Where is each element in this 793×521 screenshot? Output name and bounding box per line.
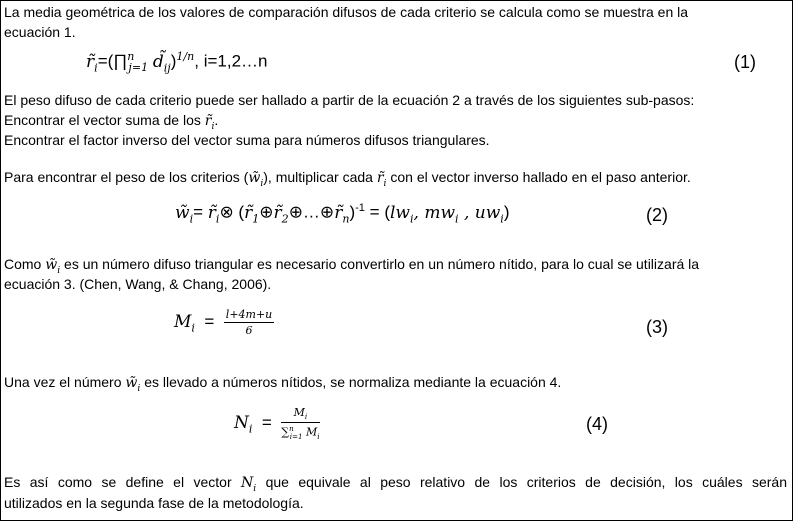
paragraph-3 (4, 167, 691, 194)
paragraph-6-line-2: utilizados en la segunda fase de la metodología. (4, 495, 304, 511)
equation-1-number: (1) (734, 52, 756, 72)
paragraph-4-line-2: ecuación 3. (Chen, Wang, & Chang, 2006). (4, 276, 272, 292)
n-i-symbol: $N_i$ (241, 475, 257, 494)
equation-4-number: (4) (586, 414, 608, 434)
equation-4: $N_i$ = $\frac{M_i}{\sum^n_{i=1} M_i}$ (234, 406, 320, 442)
equation-3-numerator: l+4m+u (225, 308, 273, 321)
paragraph-5-text-a: Una vez el número (4, 374, 126, 390)
equation-1-tail: , i=1,2…n (194, 51, 268, 71)
paragraph-1-line-1: La media geométrica de los valores de comparación difusos de cada criterio se calcula como se muestra en la (4, 4, 689, 20)
paragraph-3-text-c: con el vector inverso hallado en el paso anterior. (386, 169, 691, 185)
paragraph-5-text-b: es llevado a números nítidos, se normaliza mediante la ecuación 4. (140, 374, 562, 390)
equation-3-number: (3) (646, 317, 668, 337)
paragraph-1-line-2: ecuación 1. (4, 24, 76, 40)
paragraph-2-line-2: Encontrar el vector suma de los $r̃_i$. (4, 112, 219, 132)
paragraph-2-line-2-text: Encontrar el vector suma de los (4, 112, 205, 128)
r-tilde-symbol: $r̃_i$ (376, 170, 387, 189)
paragraph-4-text-b: es un número difuso triangular es necesario convertirlo en un número nítido, para lo cual se utilizará la (60, 256, 700, 272)
paragraph-5 (4, 372, 561, 399)
equation-2: $w̃_i=$ $r̃_i\otimes$ $(r̃_1\oplus r̃_2\oplus\dots\oplus r̃_n)^{-1} = (lw_i$, $mw_i$ , $uw_i$) (175, 202, 510, 226)
r-tilde-symbol: $r̃_i$ (204, 113, 215, 132)
paragraph-2-line-1: El peso difuso de cada criterio puede ser hallado a partir de la ecuación 2 a través de los siguientes sub-pasos: (4, 92, 695, 108)
paragraph-6-text-b: que equivale al peso relativo de los criterios de decisión, los cuáles serán (256, 474, 787, 490)
paragraph-3-text-a: Para encontrar el peso de los criterios ( (4, 169, 249, 185)
equation-1: $r̃_i=(\prod^n_{j=1}$ $d̃_{ij})^{1/n}$, i=1,2…n (86, 50, 268, 75)
w-tilde-symbol: $w̃_i$ (125, 375, 141, 394)
equation-2-number: (2) (646, 205, 668, 225)
w-tilde-symbol: $w̃_i$ (248, 170, 264, 189)
paragraph-4-text-a: Como (4, 256, 46, 272)
paragraph-2-line-3: Encontrar el factor inverso del vector suma para números difusos triangulares. (4, 132, 490, 148)
equation-3: $M_i$ = $\frac{l+4m+u}{6}$ (174, 308, 273, 337)
w-tilde-symbol: $w̃_i$ (45, 257, 61, 276)
paragraph-3-text-b: ), multiplicar cada (263, 169, 377, 185)
paragraph-6-text-a: Es así como se define el vector (4, 474, 242, 490)
equation-3-denominator: 6 (245, 324, 253, 337)
